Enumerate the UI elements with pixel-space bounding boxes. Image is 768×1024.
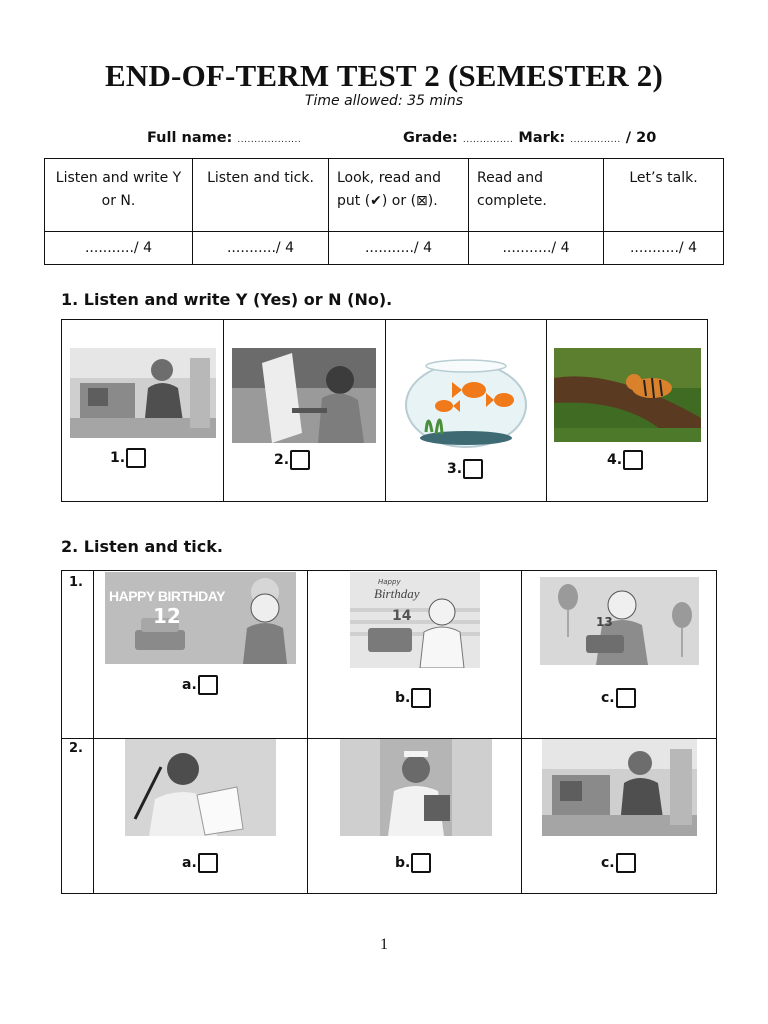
grade-blank[interactable]: ...............: [462, 135, 514, 145]
score-header: Read and complete.: [469, 159, 604, 232]
answer-checkbox[interactable]: [447, 459, 483, 479]
page-number: 1: [380, 936, 388, 953]
section2-picture-grid: [61, 570, 717, 894]
cake-number: 14: [392, 608, 412, 624]
singer-image: [125, 739, 276, 836]
goldfish-bowl-image: [392, 350, 540, 450]
score-header: Listen and tick.: [193, 159, 329, 232]
checkbox-icon[interactable]: [616, 688, 636, 708]
option-label: c.: [601, 855, 615, 871]
option-checkbox[interactable]: [182, 853, 218, 873]
divider: [307, 571, 308, 893]
answer-checkbox[interactable]: [110, 448, 146, 468]
mark-blank[interactable]: ...............: [570, 135, 621, 145]
checkbox-icon[interactable]: [463, 459, 483, 479]
row-number: 1.: [69, 575, 83, 590]
checkbox-icon[interactable]: [198, 853, 218, 873]
cake-number: 13: [596, 615, 613, 629]
row-number: 2.: [69, 741, 83, 756]
divider: [93, 571, 94, 893]
option-label: a.: [182, 677, 197, 693]
tiger-image: [554, 348, 701, 442]
birthday-boy-12-image: [105, 572, 296, 664]
mark-total: / 20: [625, 130, 657, 146]
answer-checkbox[interactable]: [607, 450, 643, 470]
option-label: b.: [395, 690, 411, 706]
checkbox-icon[interactable]: [616, 853, 636, 873]
option-label: a.: [182, 855, 197, 871]
answer-checkbox[interactable]: [274, 450, 310, 470]
full-name-blank[interactable]: ...................: [237, 135, 302, 145]
score-header: Let’s talk.: [604, 159, 724, 232]
time-allowed: Time allowed: 35 mins: [304, 93, 464, 109]
score-cell[interactable]: .........../ 4: [329, 232, 469, 265]
score-header: Look, read and put (✔) or (⊠).: [329, 159, 469, 232]
checkbox-icon[interactable]: [411, 688, 431, 708]
option-checkbox[interactable]: [601, 853, 636, 873]
banner-small-text: Happy: [378, 578, 401, 586]
option-checkbox[interactable]: [182, 675, 218, 695]
page-title: END-OF-TERM TEST 2 (SEMESTER 2): [105, 58, 663, 93]
option-checkbox[interactable]: [395, 688, 431, 708]
option-label: c.: [601, 690, 615, 706]
section1-heading: 1. Listen and write Y (Yes) or N (No).: [61, 290, 393, 309]
section1-item: [224, 320, 386, 501]
option-checkbox[interactable]: [395, 853, 431, 873]
divider: [521, 571, 522, 893]
section1-item: [547, 320, 709, 501]
checkbox-icon[interactable]: [290, 450, 310, 470]
item-number: 1.: [110, 450, 126, 466]
birthday-boy-13-image: [540, 577, 699, 665]
score-cell[interactable]: .........../ 4: [45, 232, 193, 265]
score-header: Listen and write Y or N.: [45, 159, 193, 232]
checkbox-icon[interactable]: [411, 853, 431, 873]
score-cell[interactable]: .........../ 4: [193, 232, 329, 265]
section1-item: [386, 320, 547, 501]
checkbox-icon[interactable]: [126, 448, 146, 468]
item-number: 2.: [274, 452, 290, 468]
score-table: [44, 158, 724, 265]
option-label: b.: [395, 855, 411, 871]
banner-text: HAPPY BIRTHDAY: [109, 588, 225, 604]
cake-number: 12: [153, 604, 181, 628]
item-number: 3.: [447, 461, 463, 477]
girl-painting-image: [232, 348, 376, 443]
full-name-field[interactable]: [147, 130, 301, 146]
nurse-image: [340, 739, 492, 836]
score-cell[interactable]: .........../ 4: [604, 232, 724, 265]
section1-item: [62, 320, 224, 501]
full-name-label: Full name:: [147, 130, 233, 146]
item-number: 4.: [607, 452, 623, 468]
banner-text: Birthday: [374, 586, 420, 601]
seamstress-image: [542, 739, 697, 836]
section1-picture-grid: [61, 319, 708, 502]
option-checkbox[interactable]: [601, 688, 636, 708]
grade-label: Grade:: [403, 130, 458, 146]
section2-heading: 2. Listen and tick.: [61, 537, 223, 556]
checkbox-icon[interactable]: [198, 675, 218, 695]
seamstress-image: [70, 348, 216, 438]
grade-mark-field[interactable]: [403, 130, 656, 146]
mark-label: Mark:: [518, 130, 566, 146]
score-cell[interactable]: .........../ 4: [469, 232, 604, 265]
birthday-boy-14-image: [350, 572, 480, 668]
checkbox-icon[interactable]: [623, 450, 643, 470]
